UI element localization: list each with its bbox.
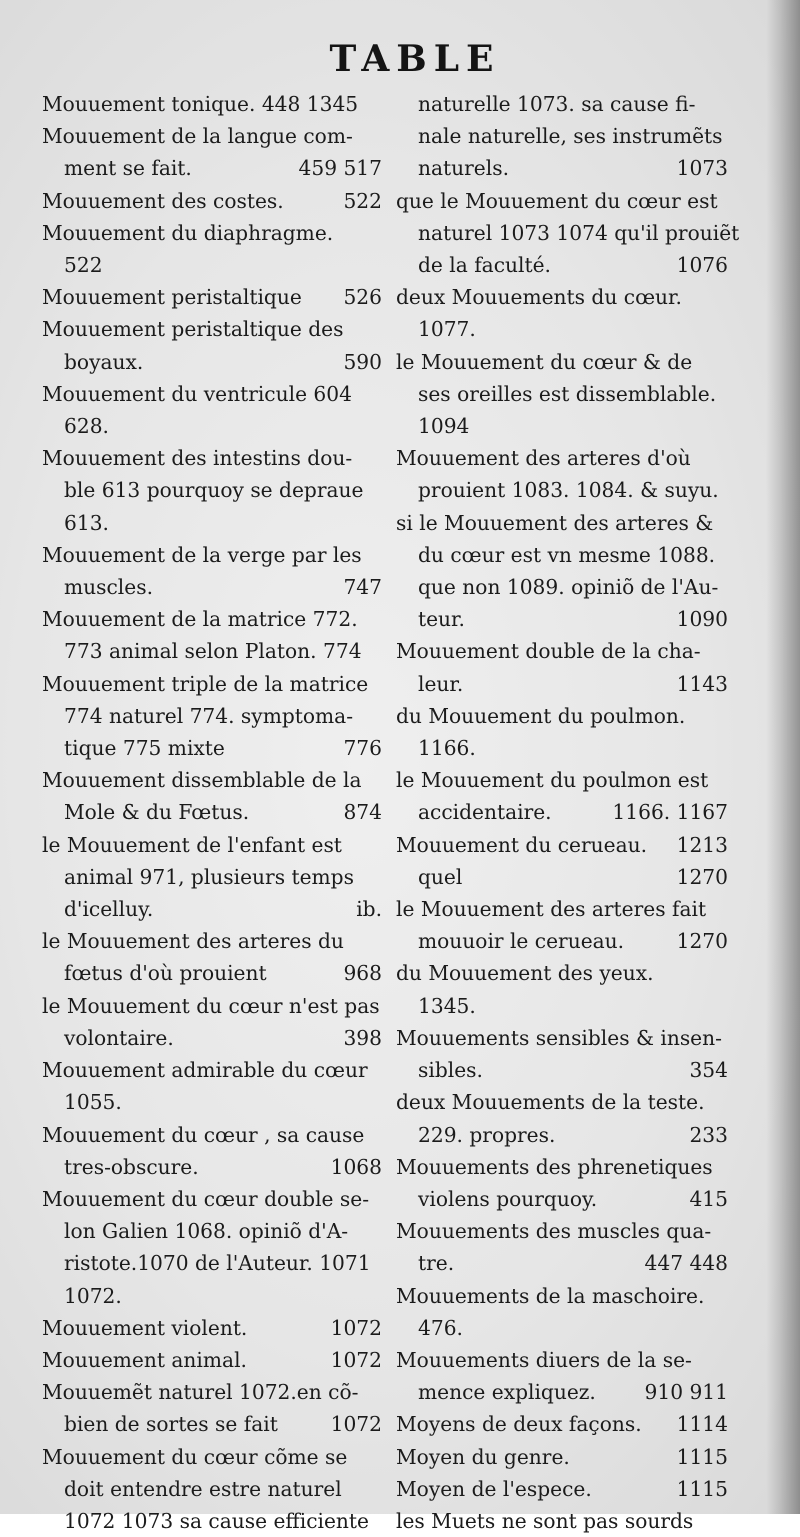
page-reference: 1076 — [676, 253, 728, 278]
index-entry — [42, 1312, 382, 1344]
entry-text: du cœur est vn mesme 1088. — [418, 542, 716, 567]
index-entry-line — [396, 346, 728, 378]
entry-text: volontaire. — [64, 1025, 174, 1050]
entry-text: le Mouuement du poulmon est — [396, 768, 709, 793]
entry-text: le Mouuement des arteres du — [42, 929, 344, 954]
entry-text: Mouuement tonique. 448 1345 — [42, 92, 359, 116]
index-entry — [42, 378, 382, 442]
index-entry-line — [42, 1376, 382, 1408]
index-entry-line — [42, 120, 382, 152]
entry-text: 476. — [418, 1315, 463, 1340]
index-entry-line — [42, 507, 382, 539]
index-entry-line — [396, 1054, 728, 1086]
entry-text: 773 animal selon Platon. 774 — [64, 639, 362, 664]
index-entry-line — [42, 185, 382, 217]
index-entry-line — [396, 313, 728, 345]
index-entry-line — [42, 635, 382, 667]
entry-text: tres-obscure. — [64, 1154, 199, 1179]
entry-text: Mouuement de la langue com- — [42, 124, 353, 149]
index-entry — [396, 442, 728, 506]
index-entry-line — [396, 1119, 728, 1151]
entry-text: Mouuement des costes. — [42, 188, 284, 213]
entry-text: tique 775 mixte — [64, 736, 225, 761]
entry-text: Mouuement du cœur , sa cause — [42, 1122, 365, 1147]
index-entry-line — [396, 217, 740, 249]
entry-text: 1166. — [418, 736, 476, 761]
index-column-right — [396, 88, 740, 1537]
index-entry-line — [42, 957, 382, 989]
index-entry-line — [396, 668, 728, 700]
index-entry — [396, 700, 728, 764]
entry-text: Mouuement de la verge par les — [42, 542, 362, 567]
index-entry-line — [42, 217, 382, 249]
entry-text: 522 — [64, 253, 103, 278]
entry-text: 1077. — [418, 317, 476, 342]
index-entry-line — [396, 1505, 728, 1537]
index-entry-line — [42, 1408, 382, 1440]
index-entry — [396, 1022, 728, 1086]
index-entry-line — [42, 1086, 382, 1118]
entry-text: Mouuement peristaltique — [42, 285, 302, 310]
index-entry — [42, 1344, 382, 1376]
entry-text: que le Mouuement du cœur est — [396, 188, 718, 213]
entry-text: Mouuement du cœur double se- — [42, 1186, 370, 1211]
entry-text: nale naturelle, ses instrumẽts — [418, 124, 723, 149]
page-reference: 522 — [343, 188, 382, 213]
index-entry-line — [396, 764, 728, 796]
index-entry-line — [42, 861, 382, 893]
index-entry-line — [42, 1441, 382, 1473]
index-entry — [42, 829, 382, 926]
index-entry-line — [42, 764, 382, 796]
index-entry — [396, 829, 728, 893]
index-entry-line — [42, 1312, 382, 1344]
entry-text: fœtus d'où prouient — [64, 961, 267, 986]
entry-text: de la faculté. — [418, 253, 551, 278]
index-entry-line — [42, 1215, 382, 1247]
entry-text: 774 naturel 774. symptoma- — [64, 703, 354, 728]
index-entry-line — [42, 1473, 382, 1505]
index-entry — [42, 88, 382, 120]
index-entry-line — [396, 120, 728, 152]
entry-text: quel — [418, 864, 463, 889]
index-entry — [396, 1344, 728, 1408]
index-entry-line — [42, 700, 382, 732]
index-entry — [396, 635, 728, 699]
entry-text: lon Galien 1068. opiniõ d'A- — [64, 1219, 349, 1244]
entry-text: Mole & du Fœtus. — [64, 800, 250, 825]
entry-text: les Muets ne sont pas sourds — [396, 1508, 694, 1533]
index-entry — [42, 925, 382, 989]
page-reference: 1114 — [676, 1412, 728, 1437]
index-entry-line — [42, 571, 382, 603]
page-reference: 968 — [343, 961, 382, 986]
page-reference: 354 — [689, 1058, 728, 1083]
page-reference: 233 — [689, 1122, 728, 1147]
index-entry-line — [396, 861, 728, 893]
entry-text: Mouuements des phrenetiques — [396, 1154, 713, 1179]
index-entry — [42, 1183, 382, 1312]
index-entry-line — [42, 990, 382, 1022]
index-entry — [396, 957, 728, 1021]
index-entry-line — [42, 346, 382, 378]
entry-text: Mouuement violent. — [42, 1315, 248, 1340]
page-reference: 1073 — [676, 156, 728, 181]
index-entry-line — [396, 1086, 728, 1118]
index-entry-line — [42, 281, 382, 313]
entry-text: 1055. — [64, 1090, 122, 1115]
entry-text: Mouuement du ventricule 604 — [42, 381, 352, 406]
entry-text: du Mouuement du poulmon. — [396, 703, 686, 728]
index-entry-line — [396, 1344, 728, 1376]
index-entry-line — [396, 990, 728, 1022]
entry-text: le Mouuement du cœur & de — [396, 349, 693, 374]
page-reference: 447 448 — [644, 1251, 728, 1276]
index-entry — [396, 764, 728, 828]
index-entry-line — [42, 925, 382, 957]
index-entry-line — [396, 410, 728, 442]
index-entry-line — [42, 539, 382, 571]
index-entry — [42, 313, 382, 377]
index-entry-line — [42, 442, 382, 474]
entry-text: Mouuement du cœur cõme se — [42, 1444, 348, 1469]
entry-text: boyaux. — [64, 349, 144, 374]
index-entry-line — [42, 313, 382, 345]
page-reference: 1115 — [676, 1476, 728, 1501]
index-entry — [396, 1408, 728, 1440]
index-entry — [396, 281, 728, 345]
page-reference: 776 — [343, 736, 382, 761]
index-entry — [396, 185, 740, 282]
index-entry-line — [396, 281, 728, 313]
index-entry — [396, 346, 728, 443]
entry-text: Mouuemẽt naturel 1072.en cõ- — [42, 1380, 359, 1405]
page-reference: 1270 — [676, 929, 728, 954]
index-entry-line — [42, 796, 382, 828]
index-entry-line — [396, 1280, 728, 1312]
index-entry-line — [396, 185, 728, 217]
index-entry-line — [396, 603, 728, 635]
index-entry-line — [396, 539, 728, 571]
index-entry — [42, 120, 382, 184]
index-entry-line — [42, 1119, 382, 1151]
index-entry-line — [396, 700, 728, 732]
index-entry — [396, 1505, 728, 1537]
entry-text: leur. — [418, 671, 464, 696]
page-reference: 1072 — [330, 1412, 382, 1437]
index-entry-line — [42, 1344, 382, 1376]
index-entry-line — [396, 249, 728, 281]
index-entry-line — [396, 635, 728, 667]
index-entry — [42, 1054, 382, 1118]
entry-text: ment se fait. — [64, 156, 192, 181]
index-entry-line — [42, 474, 382, 506]
entry-text: sibles. — [418, 1058, 483, 1083]
entry-text: naturelle 1073. sa cause fi- — [418, 92, 696, 116]
page-header: TABLE — [329, 38, 501, 80]
index-entry — [396, 1441, 728, 1473]
index-entry-line — [396, 378, 728, 410]
page-reference: 459 517 — [298, 156, 382, 181]
entry-text: deux Mouuements de la teste. — [396, 1090, 705, 1115]
entry-text: Mouuement des intestins dou- — [42, 446, 353, 471]
entry-text: Mouuement peristaltique des — [42, 317, 344, 342]
entry-text: animal 971, plusieurs temps — [64, 864, 354, 889]
index-entry — [396, 1151, 728, 1215]
entry-text: violens pourquoy. — [418, 1186, 598, 1211]
index-entry-line — [42, 1183, 382, 1215]
index-entry-line — [42, 152, 382, 184]
index-entry-line — [42, 1280, 382, 1312]
page-reference: 1213 — [676, 832, 728, 857]
index-entry-line — [396, 796, 728, 828]
index-entry-line — [42, 1151, 382, 1183]
entry-text: Mouuement animal. — [42, 1347, 247, 1372]
page-reference: 1166. 1167 — [612, 800, 728, 825]
index-entry-line — [396, 1408, 728, 1440]
index-entry-line — [396, 571, 728, 603]
index-entry-line — [42, 668, 382, 700]
entry-text: Mouuements sensibles & insen- — [396, 1025, 722, 1050]
index-entry — [42, 185, 382, 217]
index-entry-line — [396, 1183, 728, 1215]
entry-text: tre. — [418, 1251, 455, 1276]
index-entry-line — [42, 732, 382, 764]
index-entry-line — [396, 152, 728, 184]
entry-text: le Mouuement de l'enfant est — [42, 832, 342, 857]
page-reference: 526 — [343, 285, 382, 310]
index-entry — [42, 1119, 382, 1183]
entry-text: Mouuement dissemblable de la — [42, 768, 362, 793]
entry-text: ristote.1070 de l'Auteur. 1071 — [64, 1251, 371, 1276]
entry-text: Mouuements de la maschoire. — [396, 1283, 705, 1308]
entry-text: mouuoir le cerueau. — [418, 929, 625, 954]
index-entry-line — [396, 1441, 728, 1473]
index-entry-line — [42, 893, 382, 925]
index-entry — [42, 442, 382, 539]
page-reference: 398 — [343, 1025, 382, 1050]
entry-text: accidentaire. — [418, 800, 552, 825]
index-entry-line — [396, 893, 728, 925]
index-entry — [396, 893, 728, 957]
entry-text: ses oreilles est dissemblable. — [418, 381, 717, 406]
entry-text: 1094 — [418, 414, 470, 439]
entry-text: Mouuement du cerueau. — [396, 832, 648, 857]
index-entry — [396, 1473, 728, 1505]
entry-text: teur. — [418, 607, 465, 632]
page-reference: 874 — [343, 800, 382, 825]
entry-text: naturels. — [418, 156, 509, 181]
index-entry-line — [42, 1505, 382, 1537]
entry-text: deux Mouuements du cœur. — [396, 285, 682, 310]
index-entry — [42, 1441, 382, 1537]
entry-text: 1072 1073 sa cause efficiente — [64, 1508, 369, 1533]
page-reference: 1270 — [676, 864, 728, 889]
index-entry — [42, 539, 382, 603]
entry-text: muscles. — [64, 575, 153, 600]
entry-text: 628. — [64, 414, 109, 439]
index-entry-line — [42, 249, 382, 281]
page-reference: 1068 — [330, 1154, 382, 1179]
index-entry-line — [396, 957, 728, 989]
entry-text: ble 613 pourquoy se depraue — [64, 478, 364, 503]
index-entry-line — [396, 829, 728, 861]
entry-text: Mouuement admirable du cœur — [42, 1058, 368, 1083]
entry-text: le Mouuement du cœur n'est pas — [42, 993, 380, 1018]
index-entry — [396, 1215, 728, 1279]
index-entry-line — [396, 1247, 728, 1279]
entry-text: bien de sortes se fait — [64, 1412, 278, 1437]
entry-text: 1072. — [64, 1283, 122, 1308]
page-edge-shadow — [766, 0, 800, 1514]
page-reference: 747 — [343, 575, 382, 600]
entry-text: 229. propres. — [418, 1122, 556, 1147]
index-entry-line — [396, 732, 728, 764]
index-entry-line — [42, 378, 382, 410]
index-entry-line — [396, 442, 728, 474]
page-reference: ib. — [356, 897, 382, 922]
index-entry-line — [396, 1473, 728, 1505]
index-entry-line — [396, 1215, 728, 1247]
index-entry-line — [396, 1022, 728, 1054]
index-entry-line — [42, 410, 382, 442]
page-reference: 415 — [689, 1186, 728, 1211]
entry-text: Moyen de l'espece. — [396, 1476, 592, 1501]
index-entry — [42, 1376, 382, 1440]
index-entry — [42, 603, 382, 667]
index-entry — [396, 88, 728, 185]
entry-text: Mouuements diuers de la se- — [396, 1347, 692, 1372]
index-entry — [42, 217, 382, 281]
entry-text: si le Mouuement des arteres & — [396, 510, 714, 535]
entry-text: naturel 1073 1074 qu'il prouiẽt — [418, 220, 740, 245]
index-entry-line — [396, 507, 728, 539]
entry-text: Mouuement de la matrice 772. — [42, 607, 358, 632]
entry-text: Mouuement double de la cha- — [396, 639, 701, 664]
page-reference: 910 911 — [644, 1380, 728, 1405]
index-entry-line — [396, 1151, 728, 1183]
entry-text: doit entendre estre naturel — [64, 1476, 342, 1501]
page-reference: 1090 — [676, 607, 728, 632]
index-entry-line — [42, 829, 382, 861]
entry-text: du Mouuement des yeux. — [396, 961, 654, 986]
entry-text: Moyens de deux façons. — [396, 1412, 642, 1437]
entry-text: que non 1089. opiniõ de l'Au- — [418, 575, 719, 600]
entry-text: 1345. — [418, 993, 476, 1018]
index-entry-line — [396, 1376, 728, 1408]
entry-text: le Mouuement des arteres fait — [396, 897, 707, 922]
entry-text: Moyen du genre. — [396, 1444, 570, 1469]
index-entry — [396, 1086, 728, 1150]
page-reference: 1072 — [330, 1347, 382, 1372]
index-entry-line — [42, 88, 382, 120]
index-entry — [396, 1280, 728, 1344]
index-entry-line — [396, 925, 728, 957]
entry-text: mence expliquez. — [418, 1380, 596, 1405]
index-entry — [42, 668, 382, 765]
entry-text: d'icelluy. — [64, 897, 154, 922]
page-reference: 1115 — [676, 1444, 728, 1469]
index-entry — [396, 507, 728, 636]
index-entry-line — [396, 1312, 728, 1344]
index-entry — [42, 764, 382, 828]
index-entry-line — [42, 603, 382, 635]
page-reference: 1143 — [676, 671, 728, 696]
page-reference: 590 — [343, 349, 382, 374]
index-entry-line — [396, 88, 728, 120]
page-reference: 1072 — [330, 1315, 382, 1340]
entry-text: Mouuement du diaphragme. — [42, 220, 334, 245]
index-entry-line — [42, 1054, 382, 1086]
index-entry — [42, 990, 382, 1054]
index-entry-line — [42, 1247, 382, 1279]
entry-text: 613. — [64, 510, 109, 535]
index-entry-line — [396, 474, 728, 506]
entry-text: Mouuements des muscles qua- — [396, 1219, 712, 1244]
index-column-left — [42, 88, 382, 1537]
entry-text: Mouuement des arteres d'où — [396, 446, 691, 471]
index-entry — [42, 281, 382, 313]
entry-text: prouient 1083. 1084. & suyu. — [418, 478, 719, 503]
index-entry-line — [42, 1022, 382, 1054]
entry-text: Mouuement triple de la matrice — [42, 671, 369, 696]
